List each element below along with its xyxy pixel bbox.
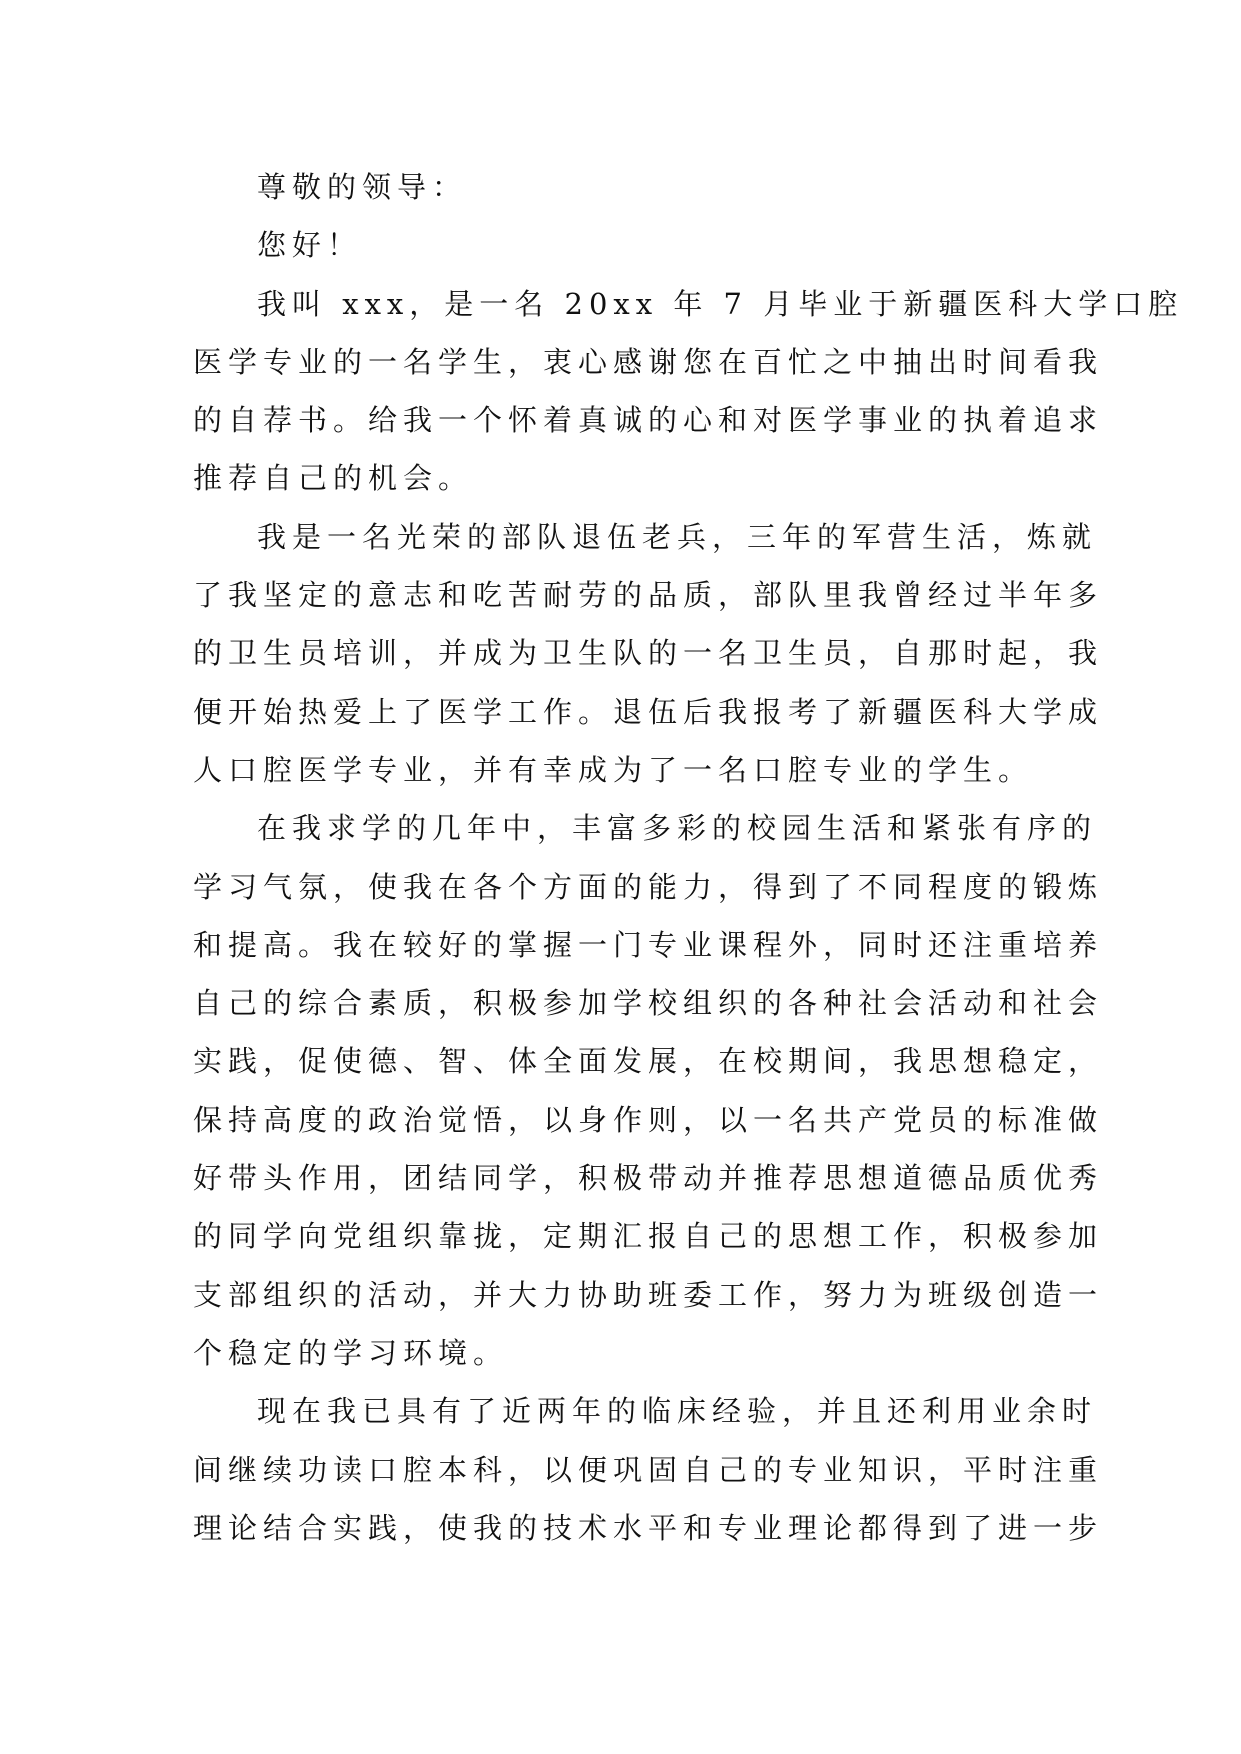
paragraph-studies: [193, 799, 1104, 1382]
paragraph-line: 便开始热爱上了医学工作。退伍后我报考了新疆医科大学成: [193, 694, 1104, 729]
paragraph-line: 我是一名光荣的部队退伍老兵，三年的军营生活，炼就: [257, 519, 1098, 554]
paragraph-line: 推荐自己的机会。: [193, 461, 474, 496]
paragraph-line: 的同学向党组织靠拢，定期汇报自己的思想工作，积极参加: [193, 1219, 1104, 1254]
paragraph-military: [193, 508, 1104, 799]
paragraph-line: 实践，促使德、智、体全面发展，在校期间，我思想稳定，: [193, 1044, 1104, 1079]
letter-body: [193, 158, 1184, 1557]
paragraph-line: 的自荐书。给我一个怀着真诚的心和对医学事业的执着追求: [193, 403, 1104, 438]
paragraph-line: 自己的综合素质，积极参加学校组织的各种社会活动和社会: [193, 986, 1104, 1021]
paragraph-line: 我叫 xxx，是一名 20xx 年 7 月毕业于新疆医科大学口腔: [257, 286, 1184, 321]
salutation: 尊敬的领导：: [257, 170, 468, 204]
paragraph-line: 好带头作用，团结同学，积极带动并推荐思想道德品质优秀: [193, 1161, 1104, 1196]
paragraph-line: 个稳定的学习环境。: [193, 1335, 509, 1370]
paragraph-experience: [193, 1382, 1104, 1557]
paragraph-line: 的卫生员培训，并成为卫生队的一名卫生员，自那时起，我: [193, 636, 1104, 671]
paragraph-line: 人口腔医学专业，并有幸成为了一名口腔专业的学生。: [193, 752, 1034, 787]
paragraph-line: 支部组织的活动，并大力协助班委工作，努力为班级创造一: [193, 1277, 1104, 1312]
paragraph-line: 间继续功读口腔本科，以便巩固自己的专业知识，平时注重: [193, 1452, 1104, 1487]
paragraph-line: 保持高度的政治觉悟，以身作则，以一名共产党员的标准做: [193, 1102, 1104, 1137]
paragraph-line: 在我求学的几年中，丰富多彩的校园生活和紧张有序的: [257, 811, 1098, 846]
paragraph-line: 和提高。我在较好的掌握一门专业课程外，同时还注重培养: [193, 927, 1104, 962]
greeting: 您好！: [257, 228, 363, 263]
paragraph-line: 学习气氛，使我在各个方面的能力，得到了不同程度的锻炼: [193, 869, 1104, 904]
paragraph-line: 现在我已具有了近两年的临床经验，并且还利用业余时: [257, 1394, 1098, 1429]
paragraph-line: 医学专业的一名学生，衷心感谢您在百忙之中抽出时间看我: [193, 344, 1104, 379]
paragraph-introduction: [193, 275, 1184, 508]
paragraph-line: 了我坚定的意志和吃苦耐劳的品质，部队里我曾经过半年多: [193, 578, 1104, 613]
paragraph-line: 理论结合实践，使我的技术水平和专业理论都得到了进一步: [193, 1510, 1104, 1545]
